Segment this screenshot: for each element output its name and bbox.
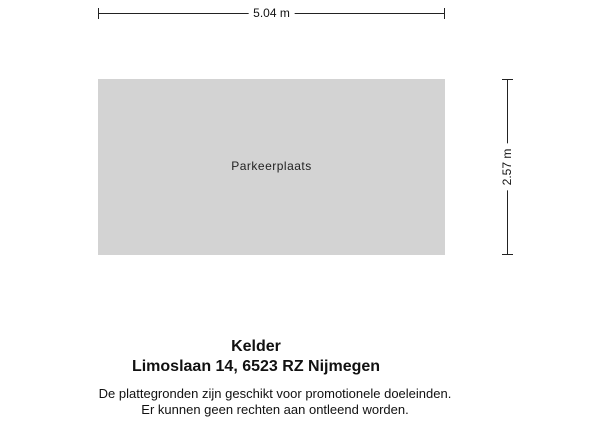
width-dimension-tick-left — [98, 8, 99, 19]
room-parkeerplaats — [98, 79, 445, 255]
width-dimension-tick-right — [444, 8, 445, 19]
disclaimer-line-2: Er kunnen geen rechten aan ontleend worden. — [141, 402, 409, 417]
disclaimer-line-1: De plattegronden zijn geschikt voor promotionele doeleinden. — [98, 386, 452, 401]
floor-title: Kelder — [231, 338, 281, 355]
height-dimension-label: 2.57 m — [500, 144, 514, 191]
height-dimension — [500, 79, 514, 255]
address: Limoslaan 14, 6523 RZ Nijmegen — [131, 358, 381, 375]
height-dimension-tick-top — [502, 79, 513, 80]
width-dimension-label: 5.04 m — [248, 6, 295, 20]
height-dimension-tick-bottom — [502, 254, 513, 255]
width-dimension — [98, 6, 445, 20]
room-label: Parkeerplaats — [231, 159, 312, 173]
